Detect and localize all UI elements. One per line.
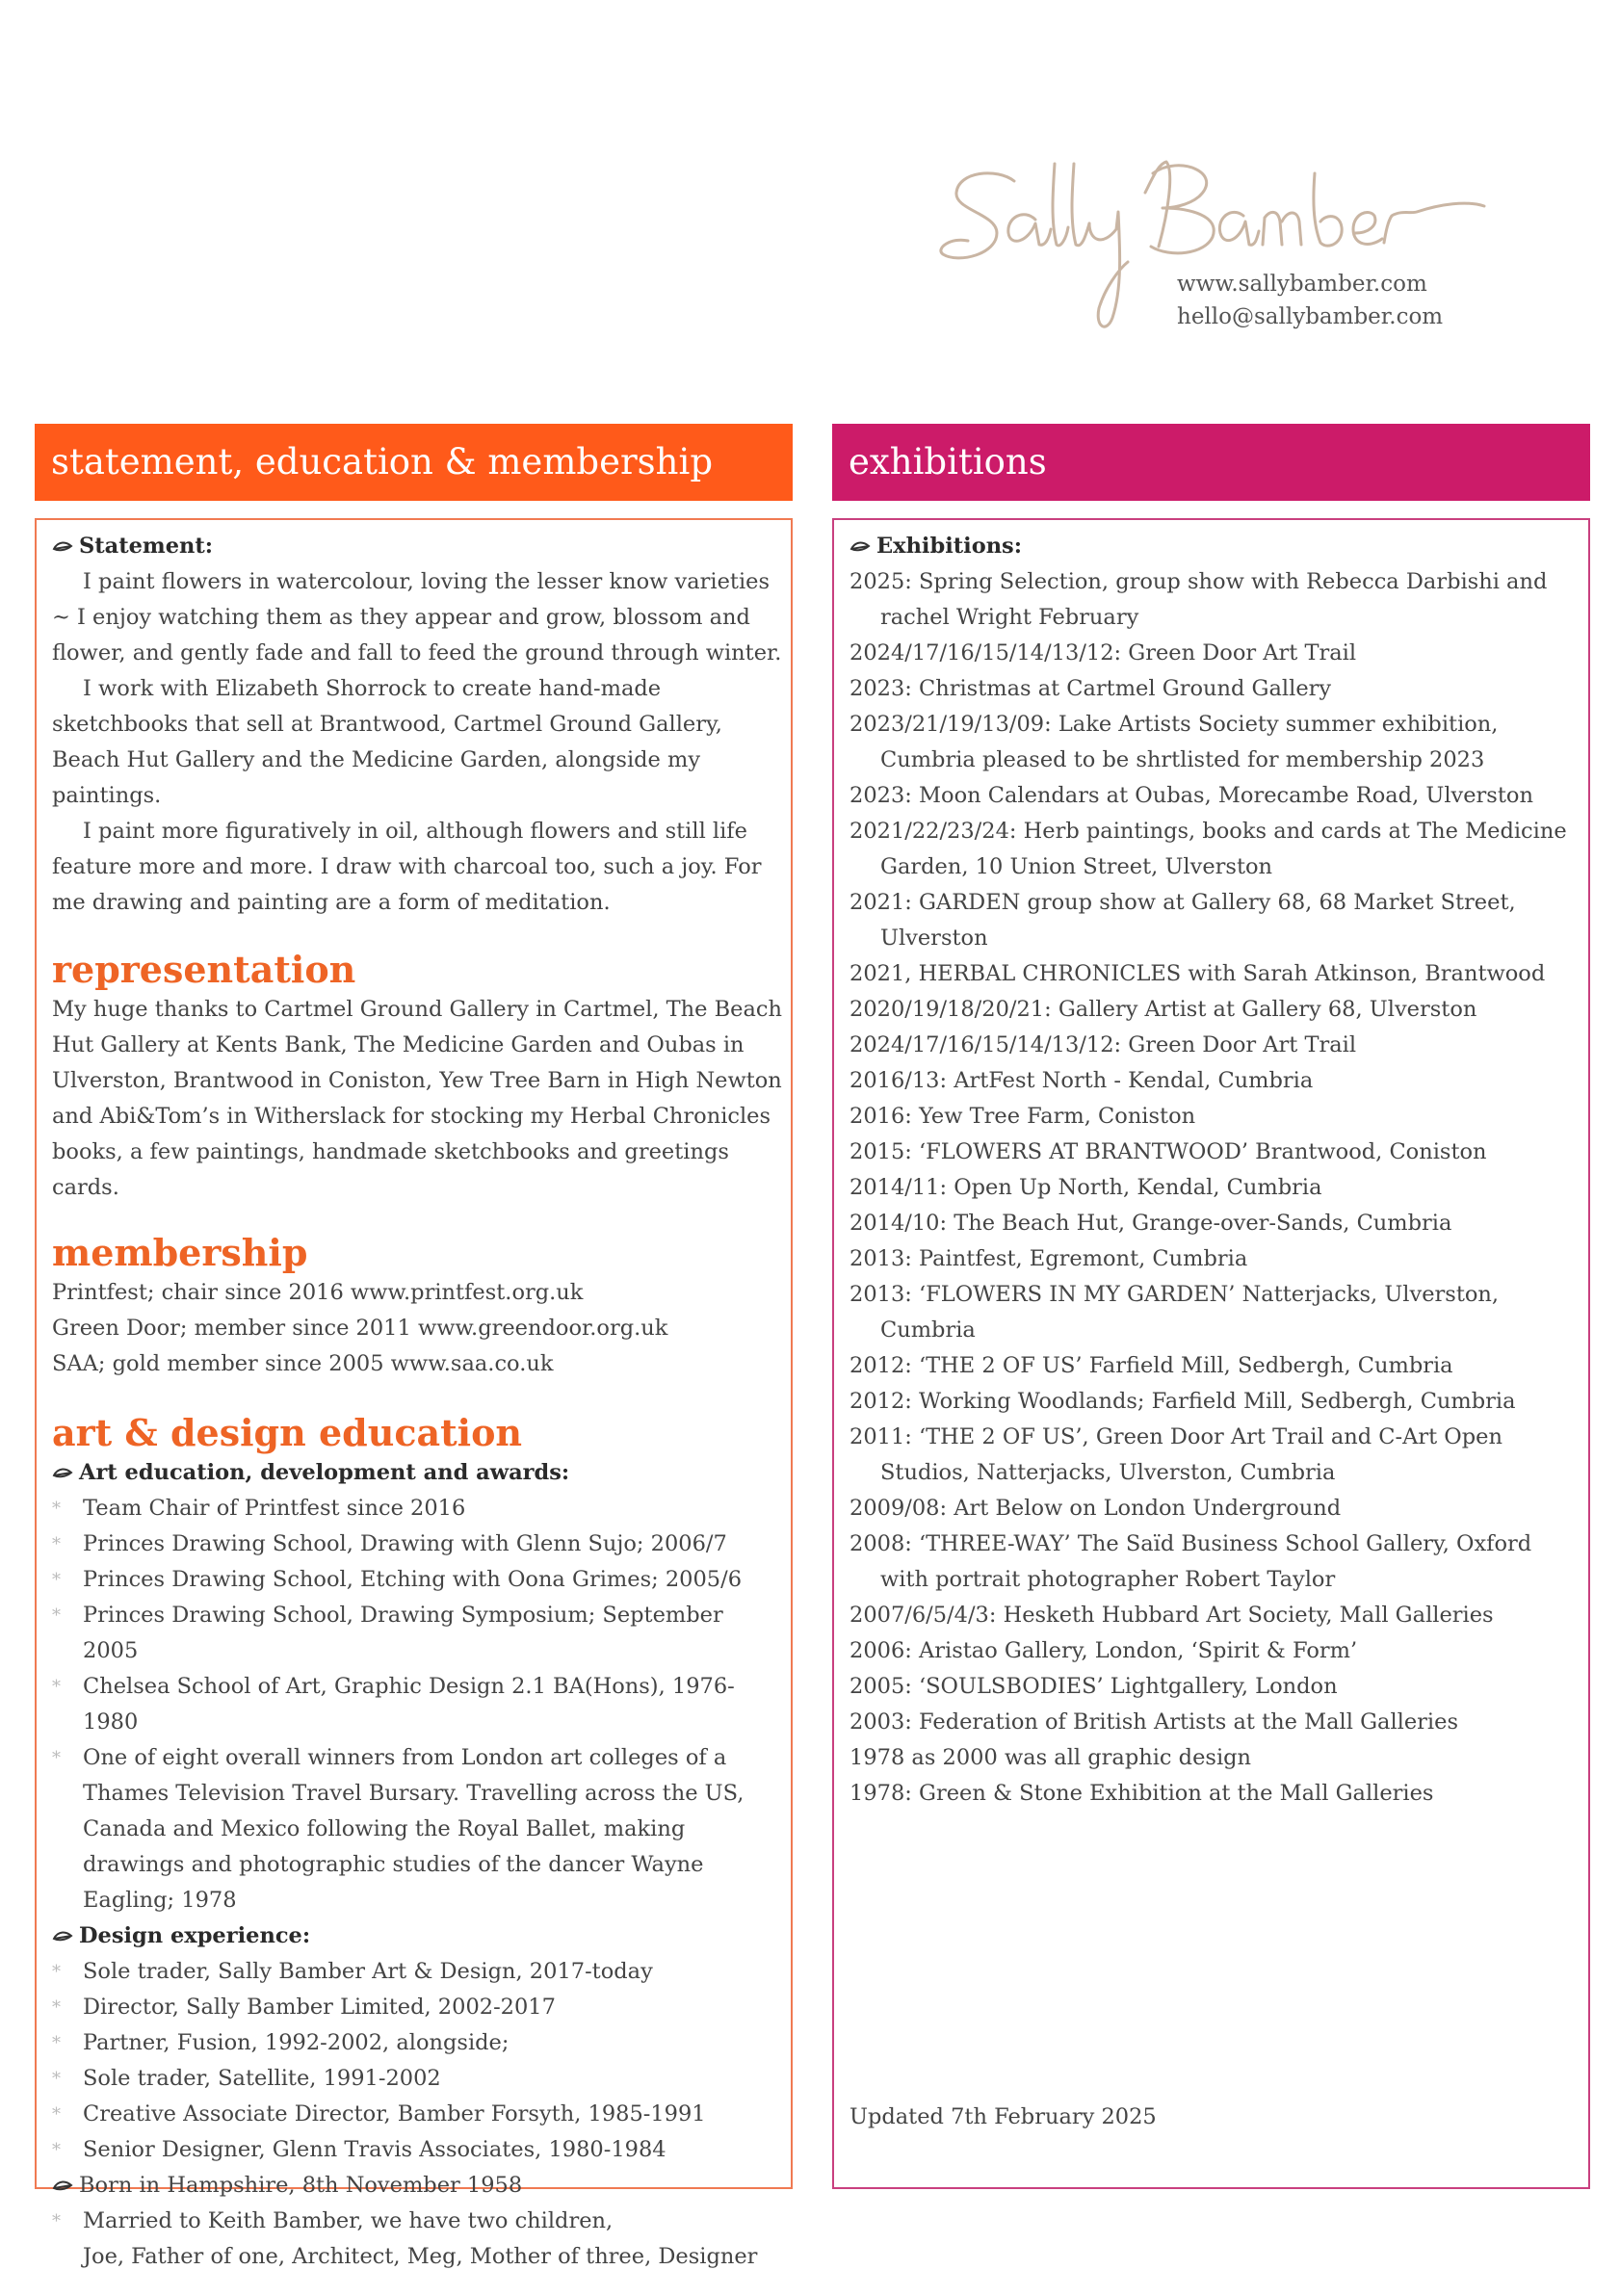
awards-heading bbox=[52, 1455, 782, 1491]
education-title: art & design education bbox=[52, 1411, 523, 1454]
list-item: * Princes Drawing School, Drawing with Glenn Sujo; 2006/7 bbox=[52, 1526, 782, 1562]
list-item: 2021: GARDEN group show at Gallery 68, 68 Market Street, Ulverston bbox=[849, 890, 1516, 951]
list-item: * Chelsea School of Art, Graphic Design 2.1 BA(Hons), 1976-1980 bbox=[52, 1669, 782, 1740]
statement-heading bbox=[52, 529, 782, 564]
contact-info bbox=[1177, 268, 1443, 333]
list-item: 2006: Aristao Gallery, London, ‘Spirit & Form’ bbox=[849, 1638, 1358, 1663]
list-item: * Director, Sally Bamber Limited, 2002-2017 bbox=[52, 1990, 782, 2025]
leaf-icon bbox=[52, 2177, 79, 2196]
list-item: 2023: Moon Calendars at Oubas, Morecambe Road, Ulverston bbox=[849, 783, 1533, 808]
list-item: * Princes Drawing School, Drawing Symposium; September 2005 bbox=[52, 1598, 782, 1669]
website-link[interactable]: www.sallybamber.com bbox=[1177, 272, 1427, 297]
exhibitions-list bbox=[849, 564, 1581, 1812]
right-column-content bbox=[849, 529, 1581, 1812]
design-heading bbox=[52, 1918, 782, 1954]
leaf-icon bbox=[52, 1464, 79, 1483]
membership-title: membership bbox=[52, 1231, 308, 1274]
born-line bbox=[52, 2168, 782, 2204]
list-item: * Married to Keith Bamber, we have two children, bbox=[52, 2204, 782, 2239]
list-item: * Sole trader, Sally Bamber Art & Design, 2017-today bbox=[52, 1954, 782, 1990]
list-item: * Team Chair of Printfest since 2016 bbox=[52, 1491, 782, 1526]
list-item: 2024/17/16/15/14/13/12: Green Door Art Trail bbox=[849, 1032, 1357, 1057]
list-item: 2014/11: Open Up North, Kendal, Cumbria bbox=[849, 1175, 1322, 1200]
list-item: 2009/08: Art Below on London Underground bbox=[849, 1496, 1342, 1521]
left-column-title-bar: statement, education & membership bbox=[35, 424, 793, 501]
representation-title: representation bbox=[52, 948, 356, 991]
list-item: * Senior Designer, Glenn Travis Associates, 1980-1984 bbox=[52, 2132, 782, 2168]
email-link[interactable]: hello@sallybamber.com bbox=[1177, 304, 1444, 329]
list-item: 2024/17/16/15/14/13/12: Green Door Art Trail bbox=[849, 640, 1357, 665]
statement-paragraph: I paint flowers in watercolour, loving the lesser know varieties ~ I enjoy watching them as they appear and grow, blossom and flower, and gently fade and fall to feed the ground through winter. bbox=[52, 569, 782, 665]
born-text: Born in Hampshire, 8th November 1958 bbox=[79, 2173, 523, 2198]
list-item: 2007/6/5/4/3: Hesketh Hubbard Art Society, Mall Galleries bbox=[849, 1603, 1494, 1628]
membership-line: SAA; gold member since 2005 www.saa.co.uk bbox=[52, 1351, 554, 1376]
list-item: * One of eight overall winners from London art colleges of a Thames Television Travel Bursary. Travelling across the US, Canada and Mexico following the Royal Ballet, making drawings and photographic studies of the dancer Wayne Eagling; 1978 bbox=[52, 1740, 782, 1918]
list-item: 2012: ‘THE 2 OF US’ Farfield Mill, Sedbergh, Cumbria bbox=[849, 1353, 1453, 1378]
leaf-icon bbox=[52, 537, 79, 557]
membership-line: Green Door; member since 2011 www.greendoor.org.uk bbox=[52, 1316, 668, 1341]
exhibitions-heading bbox=[849, 529, 1581, 564]
list-item: 2023: Christmas at Cartmel Ground Gallery bbox=[849, 676, 1332, 701]
list-item: 2025: Spring Selection, group show with Rebecca Darbishi and rachel Wright February bbox=[849, 569, 1548, 630]
list-item: 2012: Working Woodlands; Farfield Mill, Sedbergh, Cumbria bbox=[849, 1389, 1516, 1414]
list-item: 2016: Yew Tree Farm, Coniston bbox=[849, 1104, 1196, 1129]
list-item: 2021/22/23/24: Herb paintings, books and cards at The Medicine Garden, 10 Union Street, Ulverston bbox=[849, 819, 1567, 879]
statement-paragraph: I paint more figuratively in oil, although flowers and still life feature more and more. I draw with charcoal too, such a joy. For me drawing and painting are a form of meditation. bbox=[52, 819, 762, 915]
list-item: 2005: ‘SOULSBODIES’ Lightgallery, London bbox=[849, 1674, 1338, 1699]
awards-heading-text: Art education, development and awards: bbox=[79, 1460, 570, 1485]
family-list bbox=[52, 2204, 782, 2239]
list-item: * Sole trader, Satellite, 1991-2002 bbox=[52, 2061, 782, 2097]
list-item: * Princes Drawing School, Etching with Oona Grimes; 2005/6 bbox=[52, 1562, 782, 1598]
list-item: * Creative Associate Director, Bamber Forsyth, 1985-1991 bbox=[52, 2097, 782, 2132]
membership-line: Printfest; chair since 2016 www.printfest.org.uk bbox=[52, 1280, 584, 1305]
exhibitions-heading-text: Exhibitions: bbox=[876, 534, 1023, 559]
leaf-icon bbox=[52, 1927, 79, 1946]
list-item: * Partner, Fusion, 1992-2002, alongside; bbox=[52, 2025, 782, 2061]
list-item: 2014/10: The Beach Hut, Grange-over-Sands, Cumbria bbox=[849, 1211, 1452, 1236]
list-item: 1978 as 2000 was all graphic design bbox=[849, 1745, 1252, 1770]
list-item: 2013: Paintfest, Egremont, Cumbria bbox=[849, 1246, 1248, 1271]
awards-list bbox=[52, 1491, 782, 1918]
children-line: Joe, Father of one, Architect, Meg, Mother of three, Designer bbox=[83, 2244, 758, 2269]
statement-heading-text: Statement: bbox=[79, 534, 214, 559]
list-item: 2021, HERBAL CHRONICLES with Sarah Atkinson, Brantwood bbox=[849, 961, 1546, 986]
right-column-title-bar: exhibitions bbox=[832, 424, 1590, 501]
list-item: 2020/19/18/20/21: Gallery Artist at Gallery 68, Ulverston bbox=[849, 997, 1477, 1022]
list-item: 2003: Federation of British Artists at the Mall Galleries bbox=[849, 1709, 1458, 1735]
statement-paragraph: I work with Elizabeth Shorrock to create hand-made sketchbooks that sell at Brantwood, Cartmel Ground Gallery, Beach Hut Gallery and the Medicine Garden, alongside my paintings. bbox=[52, 676, 722, 808]
left-column-content bbox=[52, 529, 782, 2275]
list-item: 2016/13: ArtFest North - Kendal, Cumbria bbox=[849, 1068, 1314, 1093]
design-heading-text: Design experience: bbox=[79, 1923, 311, 1948]
list-item: 1978: Green & Stone Exhibition at the Mall Galleries bbox=[849, 1781, 1434, 1806]
representation-text: My huge thanks to Cartmel Ground Gallery in Cartmel, The Beach Hut Gallery at Kents Bank, The Medicine Garden and Oubas in Ulverston, Brantwood in Coniston, Yew Tree Barn in High Newton and Abi&Tom’s in Witherslack for stocking my Herbal Chronicles books, a few paintings, handmade sketchbooks and greetings cards. bbox=[52, 997, 782, 1200]
list-item: 2023/21/19/13/09: Lake Artists Society summer exhibition, Cumbria pleased to be shrtlisted for membership 2023 bbox=[849, 712, 1499, 772]
design-list bbox=[52, 1954, 782, 2168]
list-item: 2008: ‘THREE-WAY’ The Saïd Business School Gallery, Oxford with portrait photographer Robert Taylor bbox=[849, 1531, 1532, 1592]
list-item: 2011: ‘THE 2 OF US’, Green Door Art Trail and C-Art Open Studios, Natterjacks, Ulverston, Cumbria bbox=[849, 1424, 1502, 1485]
leaf-icon bbox=[849, 537, 876, 557]
updated-date: Updated 7th February 2025 bbox=[849, 2104, 1157, 2129]
list-item: 2015: ‘FLOWERS AT BRANTWOOD’ Brantwood, Coniston bbox=[849, 1139, 1487, 1164]
list-item: 2013: ‘FLOWERS IN MY GARDEN’ Natterjacks, Ulverston, Cumbria bbox=[849, 1282, 1500, 1343]
